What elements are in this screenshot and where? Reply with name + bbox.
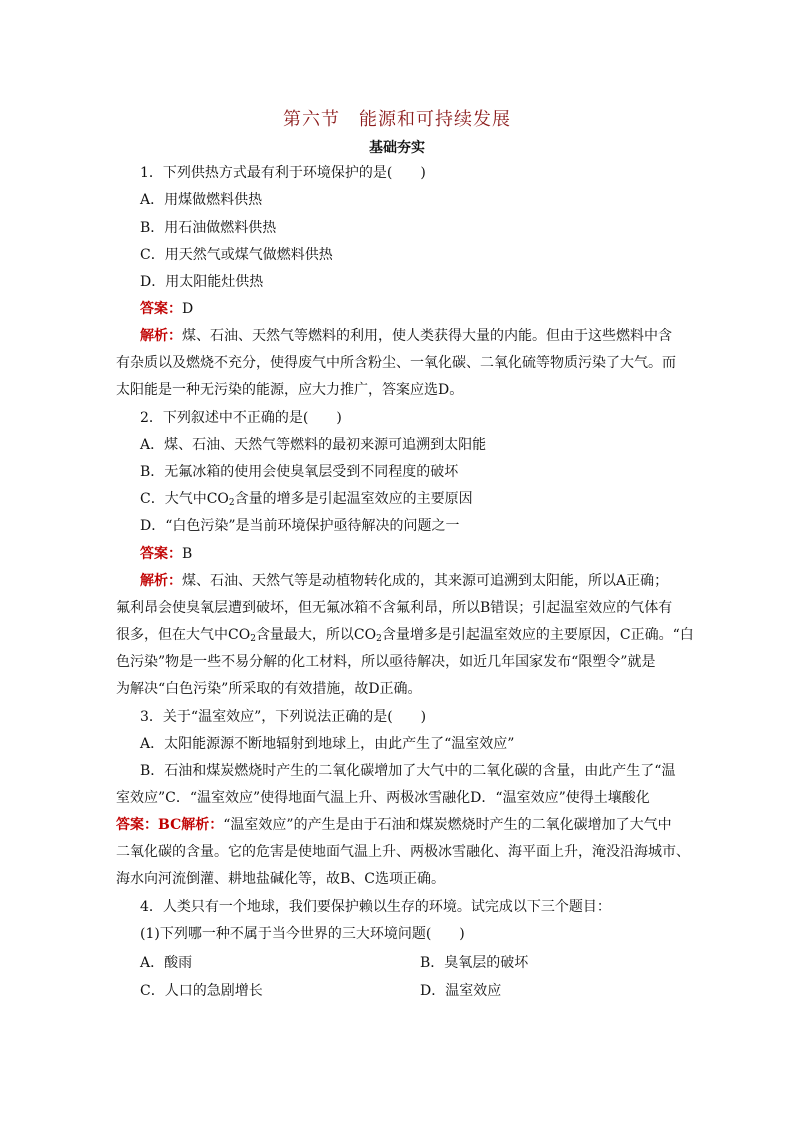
q3-answer-value: BC bbox=[158, 817, 182, 833]
q2-option-c-pre: C．大气中CO bbox=[140, 491, 229, 507]
q1-analysis-label: 解析： bbox=[140, 328, 182, 344]
q1-analysis-line1 bbox=[140, 326, 672, 346]
q1-analysis-text1: 煤、石油、天然气等燃料的利用，使人类获得大量的内能。但由于这些燃料中含 bbox=[182, 328, 672, 344]
q2-analysis-l3c: 含量增多是引起温室效应的主要原因，C正确。“白 bbox=[381, 627, 694, 643]
q2-analysis-label: 解析： bbox=[140, 573, 182, 589]
q3-analysis-text1: “温室效应”的产生是由于石油和煤炭燃烧时产生的二氧化碳增加了大气中 bbox=[223, 817, 672, 833]
q4-option-a: A．酸雨 bbox=[140, 955, 193, 971]
q4-stem: 4．人类只有一个地球，我们要保护赖以生存的环境。试完成以下三个题目： bbox=[140, 899, 611, 915]
section-subtitle: 基础夯实 bbox=[369, 140, 425, 156]
q2-analysis-line1 bbox=[140, 571, 668, 591]
q3-option-a: A．太阳能源源不断地辐射到地球上，由此产生了“温室效应” bbox=[140, 736, 515, 752]
q2-option-d: D．“白色污染”是当前环境保护亟待解决的问题之一 bbox=[140, 518, 460, 534]
q1-stem: 1．下列供热方式最有利于环境保护的是( ) bbox=[140, 165, 426, 181]
q3-stem: 3．关于“温室效应”，下列说法正确的是( ) bbox=[140, 709, 427, 725]
q2-option-c-post: 含量的增多是引起温室效应的主要原因 bbox=[234, 491, 473, 507]
q2-answer-label: 答案： bbox=[140, 546, 182, 562]
q3-answer-label: 答案： bbox=[116, 817, 158, 833]
q1-analysis-line3: 太阳能是一种无污染的能源，应大力推广，答案应选D。 bbox=[116, 382, 464, 398]
q2-answer-value: B bbox=[182, 546, 193, 562]
q2-analysis-line3 bbox=[116, 625, 694, 645]
q2-analysis-l3a: 很多，但在大气中CO bbox=[116, 627, 251, 643]
q2-option-c-sub: 2 bbox=[228, 498, 235, 508]
q2-analysis-line2: 氟利昂会使臭氧层遭到破坏，但无氟冰箱不含氟利昂，所以B错误；引起温室效应的气体有 bbox=[116, 600, 673, 616]
q2-option-a: A．煤、石油、天然气等燃料的最初来源可追溯到太阳能 bbox=[140, 437, 487, 453]
q4-option-c: C．人口的急剧增长 bbox=[140, 983, 263, 999]
q3-answer-analysis-line1 bbox=[116, 815, 686, 835]
q1-option-b: B．用石油做燃料供热 bbox=[140, 220, 277, 236]
q3-option-b-line2: 室效应”C．“温室效应”使得地面气温上升、两极冰雪融化D．“温室效应”使得土壤酸化 bbox=[116, 790, 650, 806]
q1-answer-label: 答案： bbox=[140, 301, 182, 317]
q1-answer bbox=[140, 299, 193, 319]
q4-subquestion-1: (1)下列哪一种不属于当今世界的三大环境问题( ) bbox=[140, 926, 465, 942]
q2-analysis-text1: 煤、石油、天然气等是动植物转化成的，其来源可追溯到太阳能，所以A正确； bbox=[182, 573, 669, 589]
q3-analysis-line3: 海水向河流倒灌、耕地盐碱化等，故B、C选项正确。 bbox=[116, 871, 445, 887]
q3-analysis-label: 解析： bbox=[181, 817, 224, 833]
q2-stem: 2．下列叙述中不正确的是( ) bbox=[140, 410, 342, 426]
q1-analysis-line2: 有杂质以及燃烧不充分，使得废气中所含粉尘、一氧化碳、二氧化硫等物质污染了大气。而 bbox=[116, 355, 676, 371]
q2-analysis-l3b: 含量最大，所以CO bbox=[255, 627, 377, 643]
q1-option-d: D．用太阳能灶供热 bbox=[140, 274, 264, 290]
q4-option-d: D．温室效应 bbox=[420, 983, 502, 999]
q2-analysis-l3sub2: 2 bbox=[376, 634, 382, 644]
q4-option-b: B．臭氧层的破坏 bbox=[420, 955, 529, 971]
section-title: 第六节 能源和可持续发展 bbox=[283, 109, 511, 130]
q2-option-c bbox=[140, 489, 473, 509]
q1-option-a: A．用煤做燃料供热 bbox=[140, 192, 263, 208]
q1-option-c: C．用天然气或煤气做燃料供热 bbox=[140, 247, 333, 263]
q2-analysis-line5: 为解决“白色污染”所采取的有效措施，故D正确。 bbox=[116, 681, 422, 697]
q2-option-b: B．无氟冰箱的使用会使臭氧层受到不同程度的破坏 bbox=[140, 464, 459, 480]
q3-option-b-line1: B．石油和煤炭燃烧时产生的二氧化碳增加了大气中的二氧化碳的含量，由此产生了“温 bbox=[140, 763, 676, 779]
q3-analysis-line2: 二氧化碳的含量。它的危害是使地面气温上升、两极冰雪融化、海平面上升，淹没沿海城市、 bbox=[116, 844, 690, 860]
q2-analysis-l3sub1: 2 bbox=[250, 634, 256, 644]
q2-answer bbox=[140, 544, 192, 564]
q1-answer-value: D bbox=[182, 301, 194, 317]
q2-analysis-line4: 色污染”物是一些不易分解的化工材料，所以亟待解决，如近几年国家发布“限塑令”就是 bbox=[116, 654, 656, 670]
